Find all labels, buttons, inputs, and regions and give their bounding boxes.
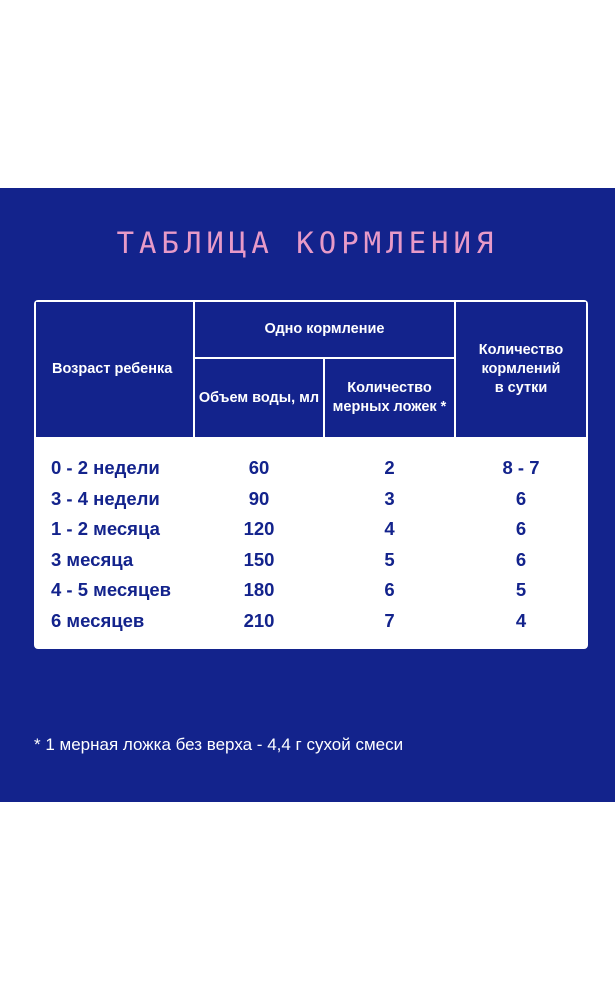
table-row <box>34 485 588 516</box>
table-header <box>34 300 588 439</box>
cell-water: 90 <box>248 487 270 509</box>
header-age-label: Возраст ребенка <box>52 361 173 377</box>
header-age <box>36 302 193 437</box>
cell-spoons: 4 <box>384 518 395 539</box>
cell-age: 4 - 5 месяцев <box>51 579 172 600</box>
header-feeds-per-day <box>456 302 586 437</box>
table-row <box>34 546 588 577</box>
header-single-feeding-label: Одно кормление <box>264 321 385 337</box>
table-row <box>34 607 588 638</box>
cell-age: 3 - 4 недели <box>51 487 160 509</box>
header-water-volume <box>195 359 323 437</box>
cell-spoons: 5 <box>384 548 395 570</box>
cell-water: 120 <box>243 518 275 539</box>
cell-water: 210 <box>243 609 275 631</box>
footnote: * 1 мерная ложка без верха - 4,4 г сухой смеси <box>34 735 404 754</box>
cell-water: 60 <box>248 457 270 478</box>
header-feeds-line2: кормлений <box>481 361 561 377</box>
header-single-feeding <box>195 302 454 357</box>
header-spoons <box>325 359 454 437</box>
table-row <box>34 515 588 546</box>
header-feeds-line3: в сутки <box>494 380 548 396</box>
table-body <box>34 454 588 637</box>
cell-age: 6 месяцев <box>51 609 145 631</box>
header-water-volume-label: Объем воды, мл <box>198 389 320 406</box>
table-row <box>34 576 588 607</box>
cell-feeds: 6 <box>515 487 527 509</box>
cell-feeds: 4 <box>515 609 527 631</box>
cell-water: 180 <box>243 579 275 600</box>
page-title: ТАБЛИЦА КОРМЛЕНИЯ <box>116 226 499 260</box>
cell-age: 1 - 2 месяца <box>51 518 160 539</box>
cell-feeds: 6 <box>515 548 527 570</box>
header-spoons-line1: Количество <box>347 380 432 396</box>
cell-age: 0 - 2 недели <box>51 457 160 478</box>
table-row <box>34 454 588 485</box>
feeding-table <box>34 300 588 649</box>
cell-spoons: 2 <box>384 457 395 478</box>
cell-spoons: 7 <box>384 609 395 631</box>
header-spoons-line2: мерных ложек * <box>332 399 447 415</box>
cell-spoons: 6 <box>384 579 395 600</box>
cell-water: 150 <box>243 548 275 570</box>
cell-feeds: 5 <box>515 579 527 600</box>
cell-spoons: 3 <box>384 487 395 509</box>
cell-feeds: 8 - 7 <box>502 457 540 478</box>
header-feeds-line1: Количество <box>478 342 564 358</box>
cell-feeds: 6 <box>515 518 527 539</box>
cell-age: 3 месяца <box>51 548 134 570</box>
